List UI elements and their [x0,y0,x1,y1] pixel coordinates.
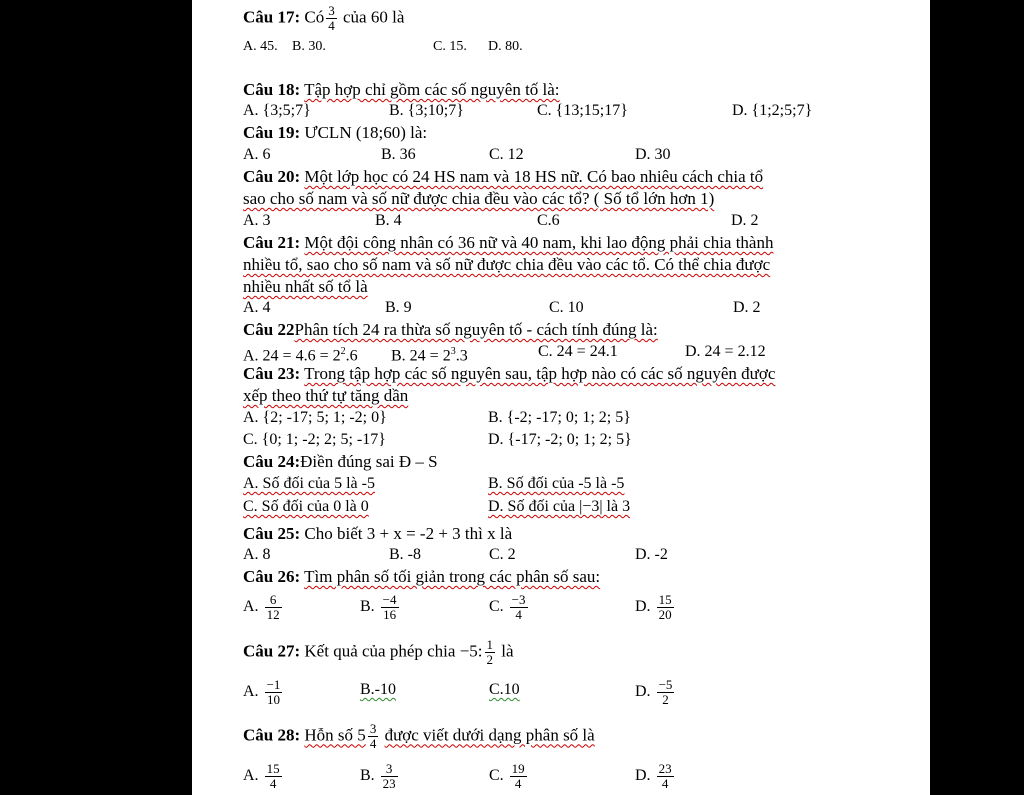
option-c: C. $\frac{19}{4}$ [489,761,525,791]
question-text: Có [304,7,325,27]
fraction: $\frac{19}{4}$ [511,761,525,791]
fraction: $\frac{3}{23}$ [382,761,396,791]
option-b: B. 9 [385,299,412,316]
question-17 [243,4,404,33]
question-27 [243,638,514,667]
question-23-line-2: xếp theo thứ tự tăng dần [243,386,409,405]
option-b: B. Số đối của -5 là -5 [488,475,625,492]
option-c: C. 2 [489,546,516,563]
question-label: Câu 18: [243,80,301,99]
option-d: D. -2 [635,546,668,563]
question-label: Câu 22 [243,320,295,339]
question-28 [243,722,595,751]
question-20-line-2: sao cho số nam và số nữ được chia đều vào các tổ? ( Số tổ lớn hơn 1) [243,189,715,208]
question-label: Câu 28: [243,725,301,745]
option-a: A. {2; -17; 5; 1; -2; 0} [243,409,387,426]
option-d: D. $\frac{23}{4}$ [635,761,672,791]
option-c: C. $\frac{-3}{4}$ [489,592,526,622]
question-21-line-2: nhiều tổ, sao cho số nam và số nữ được chia đều vào các tổ. Có thể chia được [243,255,771,274]
option-c: C. 15. [433,39,467,54]
option-c: C. 10 [549,299,584,316]
option-a: A. 45. [243,39,278,54]
fraction: $\frac{15}{4}$ [266,761,280,791]
option-b: B.-10 [360,681,396,698]
option-a: A. $\frac{6}{12}$ [243,592,280,622]
question-label: Câu 17: [243,7,301,27]
question-text: Một đội công nhân có 36 nữ và 40 nam, khi lao động phải chia thành [304,233,774,252]
option-d: D. 2 [731,212,759,229]
option-c: C.6 [537,212,560,229]
question-22 [243,320,658,340]
option-b: B. 4 [375,212,402,229]
option-c: C. 24 = 24.1 [538,343,618,360]
question-text: được viết dưới dạng phân số là [384,725,595,745]
option-d: D. $\frac{15}{20}$ [635,592,672,622]
option-b: B. -8 [389,546,421,563]
option-a: A. $24 = 4.6 = 2^2.6$ [243,346,358,365]
question-21 [243,233,773,253]
option-a: A. 8 [243,546,271,563]
question-text: của 60 là [343,7,405,27]
fraction: $\frac{1}{2}$ [486,637,494,667]
option-d: D. 30 [635,146,671,163]
question-text: Điền đúng sai Đ – S [300,452,438,471]
option-c: C.10 [489,681,520,698]
question-label: Câu 19: [243,123,301,142]
option-c: C. Số đối của 0 là 0 [243,498,369,515]
question-label: Câu 20: [243,167,301,186]
question-21-line-3: nhiều nhất số tổ là [243,277,368,296]
option-d: D. {1;2;5;7} [732,102,813,119]
option-a: A. 3 [243,212,271,229]
question-23 [243,364,775,384]
option-b: B. $\frac{-4}{16}$ [360,592,397,622]
question-24 [243,452,438,472]
option-a: A. {3;5;7} [243,102,311,119]
document-page [192,0,930,795]
option-b: B. $\frac{3}{23}$ [360,761,396,791]
option-b: B. {3;10;7} [389,102,464,119]
question-text: Tập hợp chỉ gồm các số nguyên tố là: [304,80,560,99]
option-a: A. 4 [243,299,271,316]
question-label: Câu 21: [243,233,301,252]
option-b: B. {-2; -17; 0; 1; 2; 5} [488,409,631,426]
fraction: $\frac{-4}{16}$ [382,592,397,622]
option-a: A. $\frac{15}{4}$ [243,761,280,791]
fraction: $\frac{-1}{10}$ [266,677,281,707]
option-a: A. $\frac{-1}{10}$ [243,677,281,707]
question-20 [243,167,763,187]
option-b: B. $24 = 2^3.3$ [391,346,468,365]
question-text: là [501,641,514,661]
option-d: D. 24 = 2.12 [685,343,766,360]
fraction: $\frac{23}{4}$ [658,761,672,791]
option-a: A. Số đối của 5 là -5 [243,475,375,492]
option-b: B. 30. [292,39,326,54]
question-text: Tìm phân số tối giản trong các phân số sau: [304,567,601,586]
option-d: D. Số đối của |−3| là 3 [488,498,631,515]
question-text: Một lớp học có 24 HS nam và 18 HS nữ. Có bao nhiêu cách chia tổ [304,167,764,186]
question-label: Câu 24: [243,452,301,471]
option-c: C. {13;15;17} [537,102,628,119]
question-text: ƯCLN (18;60) là: [304,123,428,142]
option-d: D. {-17; -2; 0; 1; 2; 5} [488,431,632,448]
option-a: A. 6 [243,146,271,163]
question-text: Trong tập hợp các số nguyên sau, tập hợp nào có các số nguyên được [304,364,776,383]
question-label: Câu 23: [243,364,301,383]
question-label: Câu 26: [243,567,301,586]
question-label: Câu 27: [243,641,301,661]
fraction: $\frac{-3}{4}$ [511,592,526,622]
fraction: $\frac{3}{4}$ [328,3,335,33]
question-19 [243,123,427,143]
option-d: D. 2 [733,299,761,316]
option-d: D. $\frac{-5}{2}$ [635,677,673,707]
fraction: $\frac{3}{4}$ [369,721,377,751]
option-c: C. 12 [489,146,524,163]
question-26 [243,567,600,587]
fraction: $\frac{6}{12}$ [266,592,280,622]
question-25 [243,524,512,544]
question-18 [243,80,560,100]
fraction: $\frac{-5}{2}$ [658,677,673,707]
question-text: Cho biết 3 + x = -2 + 3 thì x là [304,524,513,543]
option-b: B. 36 [381,146,416,163]
question-text: Phân tích 24 ra thừa số nguyên tố - cách tính đúng là: [294,320,658,339]
option-c: C. {0; 1; -2; 2; 5; -17} [243,431,386,448]
option-d: D. 80. [488,39,523,54]
question-text: Kết quả của phép chia −5: [304,641,483,661]
fraction: $\frac{15}{20}$ [658,592,672,622]
question-label: Câu 25: [243,524,301,543]
question-text: Hỗn số 5 [304,725,366,745]
